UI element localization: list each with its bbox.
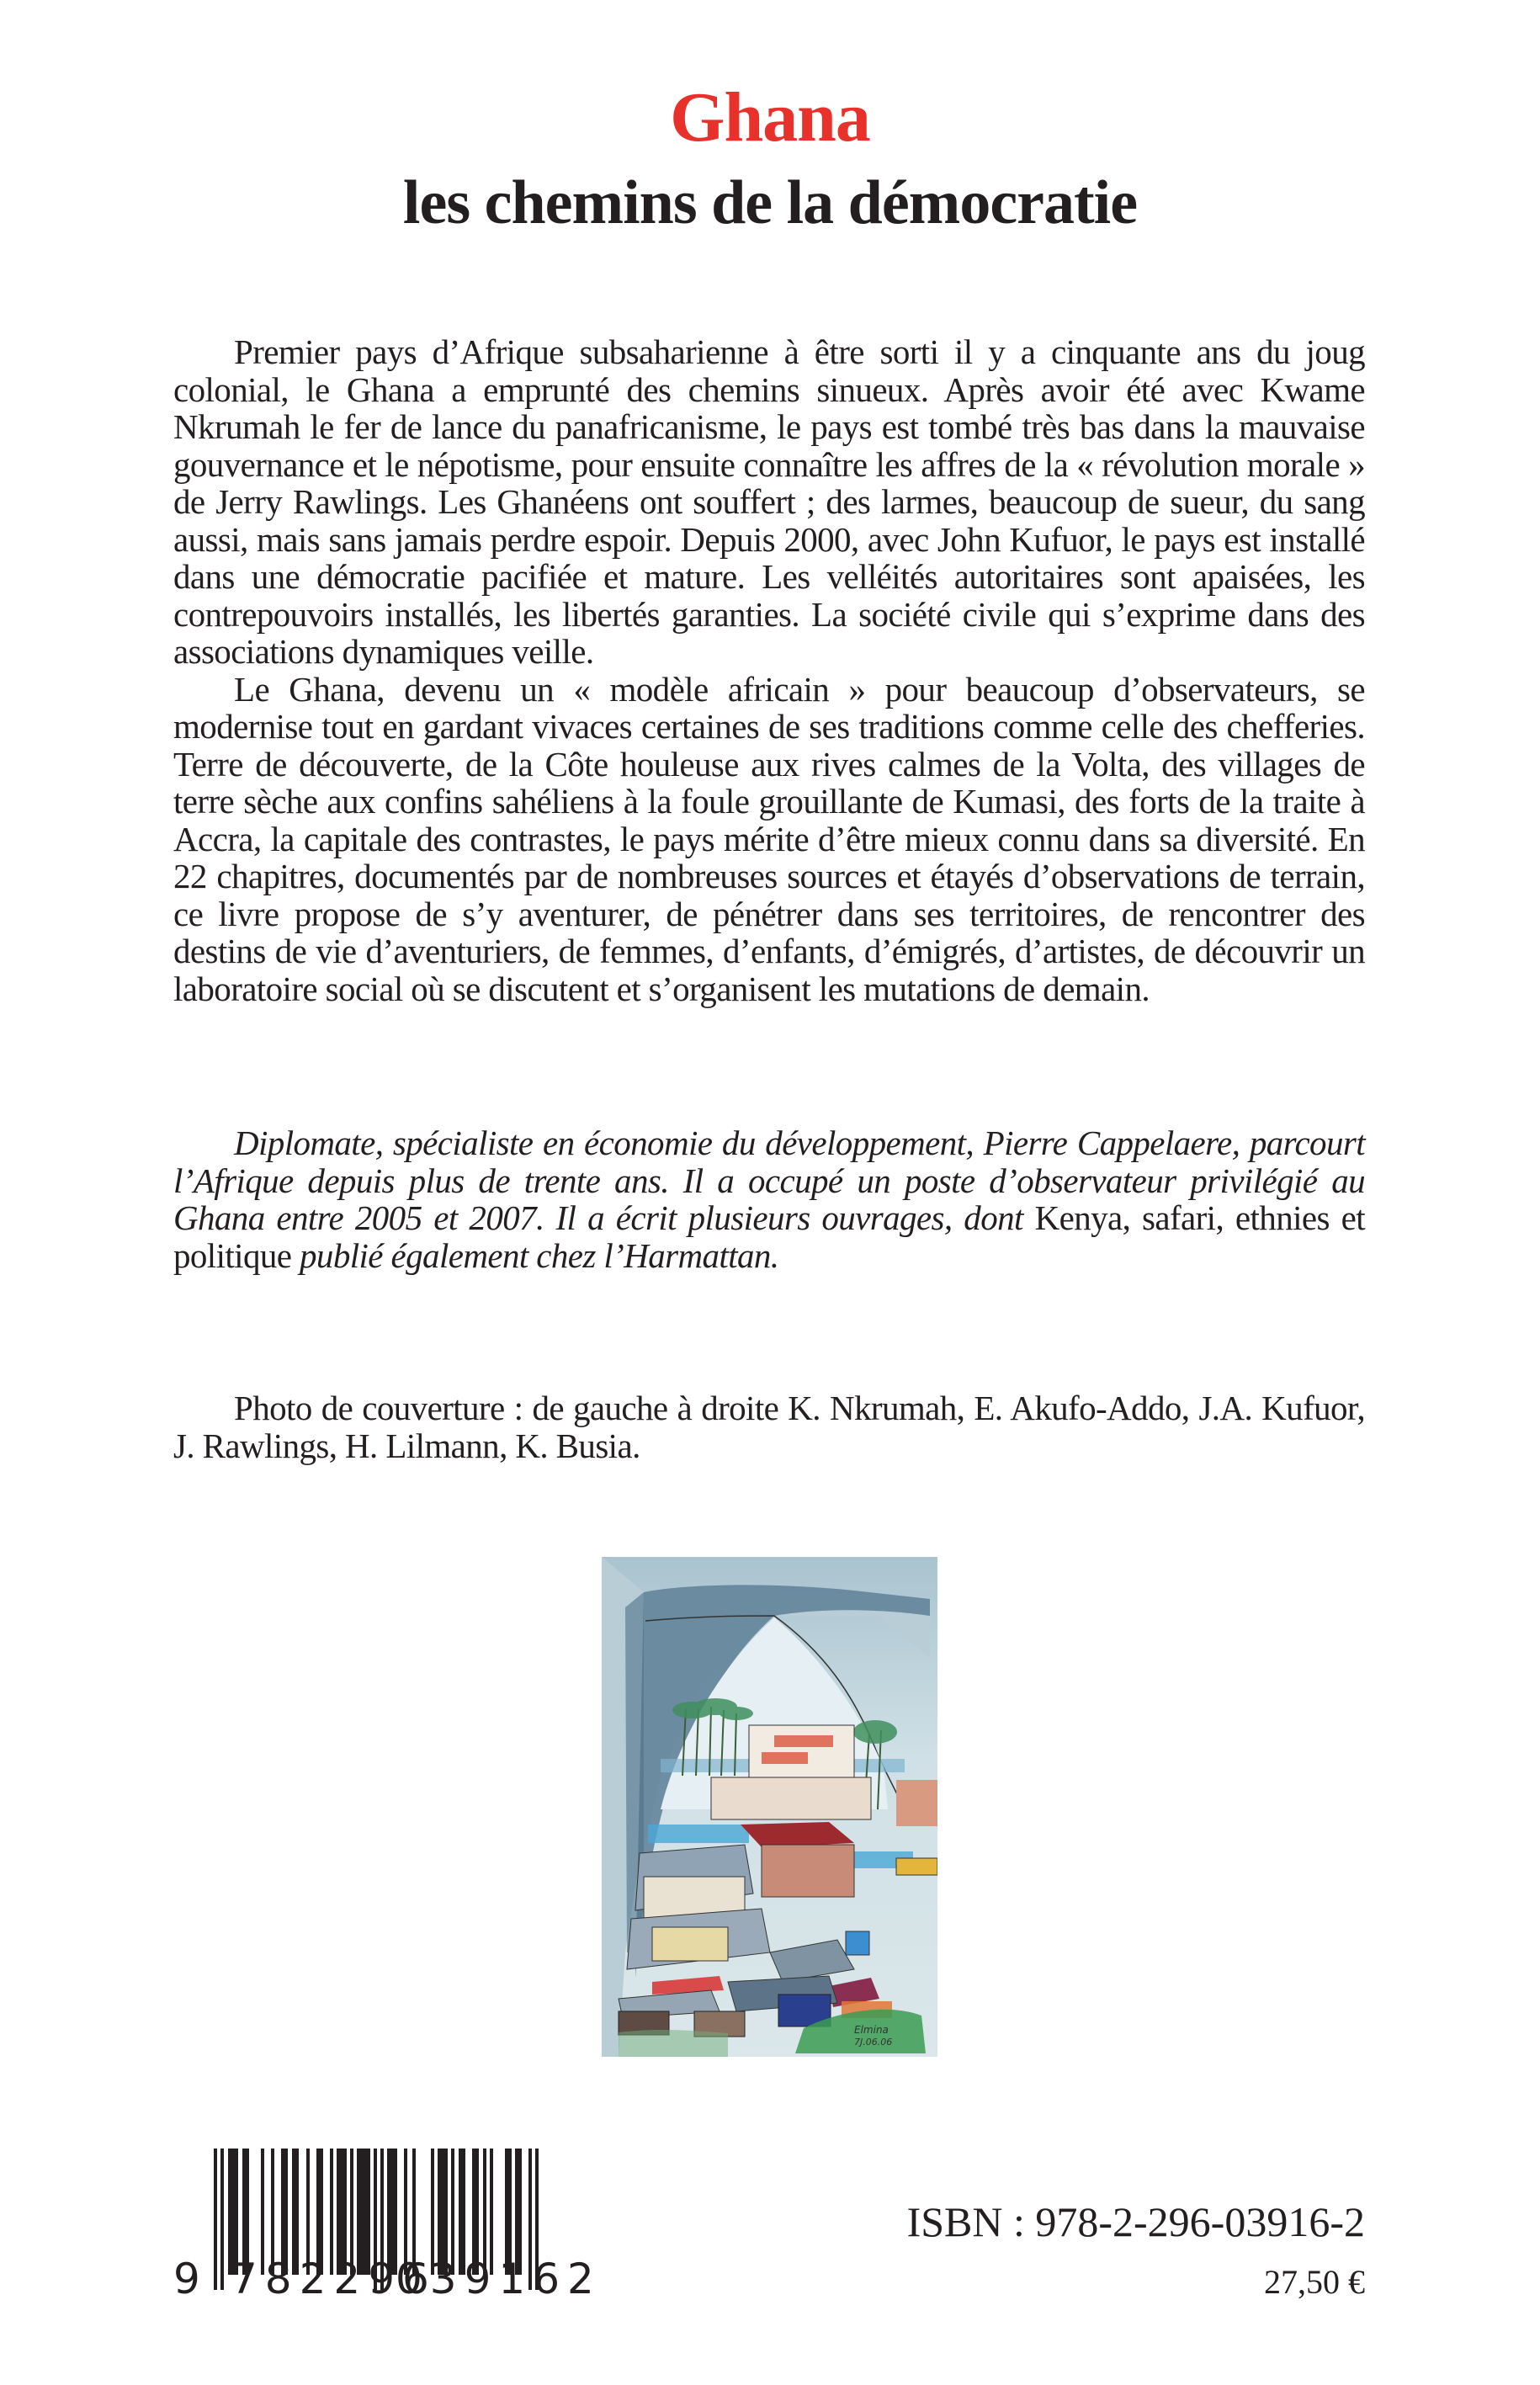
author-bio	[173, 1124, 1365, 1274]
watercolor-image	[602, 1557, 937, 2057]
painting-date: 7J.06.06	[854, 2037, 893, 2048]
book-subtitle: les chemins de la démocratie	[402, 168, 1138, 237]
blurb-paragraph-2: Le Ghana, devenu un « modèle africain » pour beaucoup d’observateurs, se modernise tout en gardant vivaces certaines de ses traditions comme celle des chefferies. Terre de découverte, de la Côte houleuse aux rives calmes de la Volta, des villages de terre sèche aux confins sahéliens à la foule grouillante de Kumasi, des forts de la traite à Accra, la capitale des contrastes, le pays mérite d’être mieux connu dans sa diversité. En 22 chapitres, documentés par de nombreuses sources et étayés d’observations de terrain, ce livre propose de s’y aventurer, de pénétrer dans ses territoires, de rencontrer des destins de vie d’aventuriers, de femmes, d’enfants, d’émigrés, d’artistes, de découvrir un laboratoire social où se discutent et s’organisent les mutations de demain.	[173, 669, 1365, 1008]
barcode-left-digits: 782296	[231, 2255, 437, 2303]
back-cover-blurb	[173, 333, 1365, 1007]
author-bio-text: Diplomate, spécialiste en économie du développement, Pierre Cappelaere, parcourt l’Afrique depuis plus de trente ans. Il a occupé un poste d’observateur privilégié au Ghana entre 2005 et 2007. Il a écrit plusieurs ouvrages, dont	[173, 1123, 1365, 1237]
barcode-digits	[168, 2255, 602, 2303]
cited-book-title: Kenya, safari, ethnies et politique	[173, 1198, 1365, 1275]
barcode-first-digit: 9	[173, 2255, 200, 2303]
painting-signature: Elmina	[854, 2024, 889, 2036]
price: 27,50 €	[1264, 2263, 1365, 2301]
blurb-paragraph-1: Premier pays d’Afrique subsaharienne à être sorti il y a cinquante ans du joug colonial, le Ghana a emprunté des chemins sinueux. Après avoir été avec Kwame Nkrumah le fer de lance du panafricanisme, le pays est tombé très bas dans la mauvaise gouvernance et le népotisme, pour ensuite connaître les affres de la « révolution morale » de Jerry Rawlings. Les Ghanéens ont souffert ; des larmes, beaucoup de sueur, du sang aussi, mais sans jamais perdre espoir. Depuis 2000, avec John Kufuor, le pays est installé dans une démocratie pacifiée et mature. Les velléités autoritaires sont apaisées, les contrepouvoirs installés, les libertés garanties. La société civile qui s’exprime dans des associations dynamiques veille.	[173, 332, 1365, 671]
author-bio-publisher: publié également chez l’Harmattan.	[291, 1235, 779, 1275]
isbn-number: ISBN : 978-2-296-03916-2	[906, 2198, 1365, 2245]
barcode-right-digits: 039162	[396, 2255, 602, 2303]
cover-illustration	[602, 1557, 937, 2057]
photo-credit-text: Photo de couverture : de gauche à droite K. Nkrumah, E. Akufo-Addo, J.A. Kufuor, J. Rawlings, H. Lilmann, K. Busia.	[173, 1389, 1365, 1465]
book-title: Ghana	[670, 78, 870, 157]
photo-credit	[173, 1389, 1365, 1464]
author-bio-paragraph	[173, 1124, 1365, 1274]
